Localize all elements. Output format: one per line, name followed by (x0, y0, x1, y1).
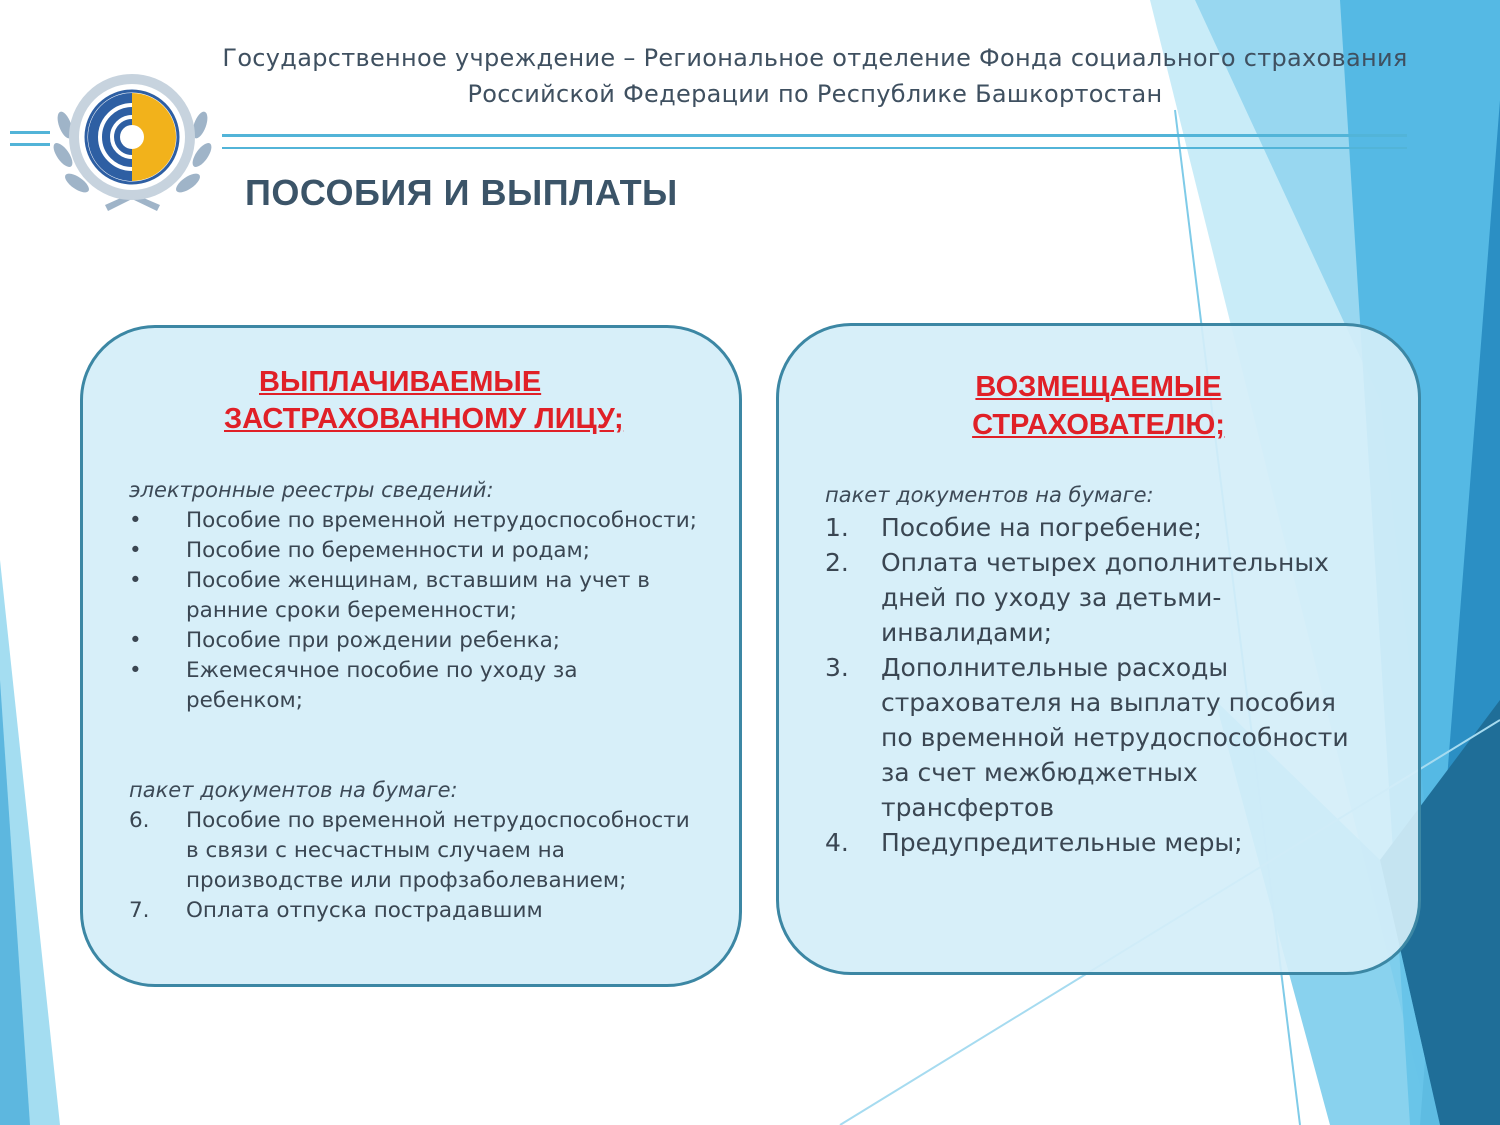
header-line-1: Государственное учреждение – Региональное отделение Фонда социального страхования (222, 44, 1408, 72)
insurer-items-list (825, 510, 1370, 860)
insured-person-panel (80, 325, 742, 987)
electronic-items-list (129, 506, 699, 716)
list-item: 1. Пособие на погребение; (825, 513, 1202, 542)
electronic-registry-label: электронные реестры сведений: (129, 478, 494, 502)
list-item: • Пособие по временной нетрудоспособности; (129, 508, 697, 533)
fss-emblem-icon (45, 65, 220, 220)
paper-package-label: пакет документов на бумаге: (129, 778, 458, 802)
insured-person-heading-2 (224, 400, 624, 438)
heading-line-2: ЗАСТРАХОВАННОМУ ЛИЦУ; (224, 403, 624, 435)
insurer-heading (779, 368, 1418, 444)
heading-line-1: ВЫПЛАЧИВАЕМЫЕ (259, 366, 542, 398)
header-rule-bottom (222, 147, 1407, 149)
organization-header (150, 40, 1480, 112)
header-rule-left-2 (10, 143, 50, 146)
header-rule-left-1 (10, 131, 50, 134)
list-item: 7. Оплата отпуска пострадавшим (129, 898, 543, 923)
list-item: • Пособие женщинам, вставшим на учет в ранние сроки беременности; (129, 568, 650, 623)
list-item: 4. Предупредительные меры; (825, 828, 1243, 857)
header-line-2: Российской Федерации по Республике Башкортостан (467, 80, 1163, 108)
header-rule-top (222, 134, 1407, 137)
list-item: 3. Дополнительные расходы страхователя на выплату пособия по временной нетрудоспособности за счет межбюджетных трансфертов (825, 653, 1349, 822)
heading-line-1: ВОЗМЕЩАЕМЫЕ (975, 371, 1222, 403)
list-item: 2. Оплата четырех дополнительных дней по уходу за детьми-инвалидами; (825, 548, 1329, 647)
list-item: • Ежемесячное пособие по уходу за ребенком; (129, 658, 578, 713)
insured-person-heading (259, 363, 541, 401)
list-item: 6. Пособие по временной нетрудоспособности в связи с несчастным случаем на производстве или профзаболеванием; (129, 808, 690, 893)
page-title: ПОСОБИЯ И ВЫПЛАТЫ (245, 172, 678, 213)
list-item: • Пособие по беременности и родам; (129, 538, 590, 563)
paper-package-label: пакет документов на бумаге: (825, 483, 1154, 507)
paper-items-list (129, 806, 699, 926)
list-item: • Пособие при рождении ребенка; (129, 628, 561, 653)
heading-line-2: СТРАХОВАТЕЛЮ; (972, 409, 1225, 441)
insurer-panel (776, 323, 1421, 975)
